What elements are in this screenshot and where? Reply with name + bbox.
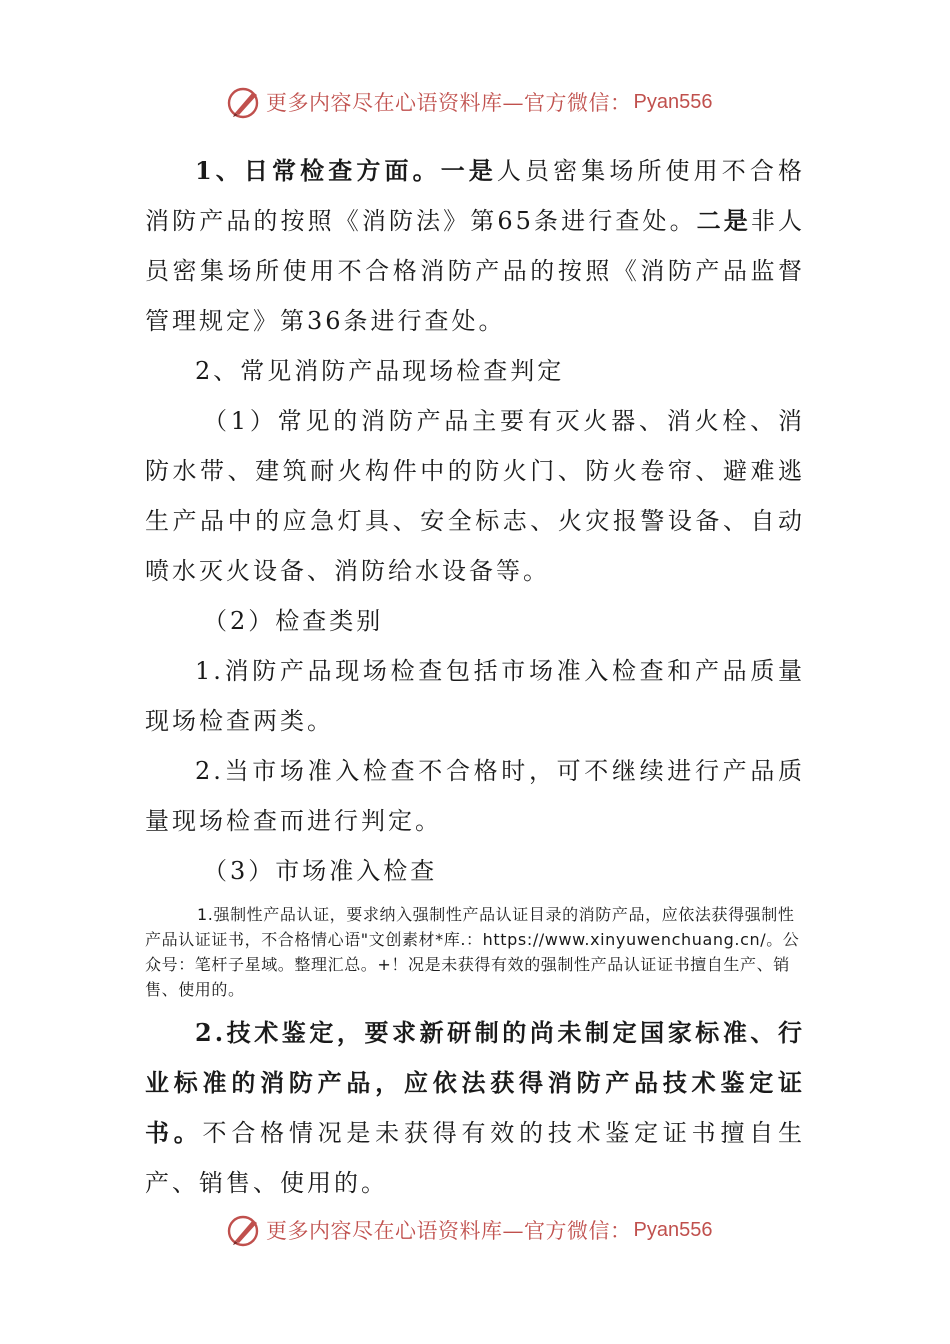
paragraph-common-products: （1）常见的消防产品主要有灭火器、消火栓、消防水带、建筑耐火构件中的防火门、防火卷帘、避难逃生产品中的应急灯具、安全标志、火灾报警设备、自动喷水灭火设备、消防给水设备等。 [145, 407, 805, 585]
pen-logo-icon [226, 1212, 262, 1248]
point-one-text: 人员密集场所使用不合格消防产品的按照《消防法》第65条进行查处。 [145, 157, 805, 235]
point-two-text: 非人员密集场所使用不合格消防产品的按照《消防产品监督管理规定》第36条进行查处。 [145, 207, 805, 335]
paragraph-market-access-fail: 2.当市场准入检查不合格时，可不继续进行产品质量现场检查而进行判定。 [145, 757, 805, 835]
technical-appraisal-bold: 2.技术鉴定，要求新研制的尚未制定国家标准、行业标准的消防产品，应依法获得消防产品技术鉴定证书。 [145, 1018, 805, 1147]
banner-wechat-id: Pyan556 [633, 90, 713, 113]
subheading-market-access: （3）市场准入检查 [203, 857, 438, 885]
point-one-label: 一是 [440, 156, 497, 185]
heading-daily-inspection: 1、日常检查方面。 [195, 156, 441, 185]
header-banner [226, 82, 712, 122]
paragraph-technical-appraisal [145, 1008, 805, 1208]
banner-text: 更多内容尽在心语资料库—官方微信： [266, 91, 632, 115]
section-heading-onsite-check: 2、常见消防产品现场检查判定 [195, 357, 565, 385]
footer-banner [226, 1210, 712, 1250]
technical-appraisal-text: 不合格情况是未获得有效的技术鉴定证书擅自生产、销售、使用的。 [145, 1119, 805, 1197]
subheading-check-categories: （2）检查类别 [203, 607, 384, 635]
paragraph-compulsory-certification: 1.强制性产品认证，要求纳入强制性产品认证目录的消防产品，应依法获得强制性产品认证证书，不合格情心语"文创素材*库.：https://www.xinyuwenchuang.cn/。公众号：笔杆子星域。整理汇总。+！况是未获得有效的强制性产品认证证书擅自生产、销售、使用的。 [145, 905, 800, 999]
point-two-label: 二是 [696, 206, 751, 235]
paragraph-daily-inspection [145, 146, 805, 346]
document-body [145, 146, 805, 1208]
banner-text: 更多内容尽在心语资料库—官方微信： [266, 1219, 632, 1243]
banner-wechat-id: Pyan556 [633, 1218, 713, 1241]
pen-logo-icon [226, 84, 262, 120]
paragraph-check-types: 1.消防产品现场检查包括市场准入检查和产品质量现场检查两类。 [145, 657, 805, 735]
